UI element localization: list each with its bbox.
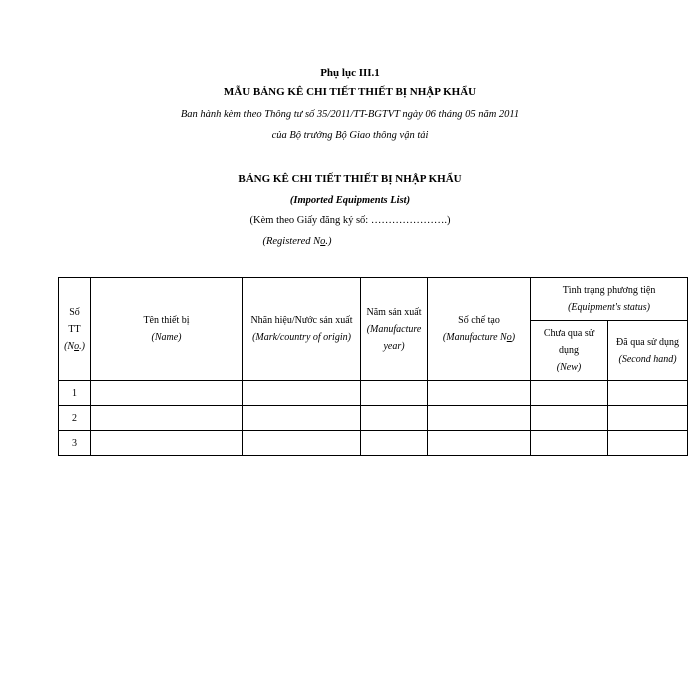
header-status-vi: Tình trạng phương tiện: [562, 285, 656, 296]
header-no-vi-1: Số: [69, 306, 80, 318]
year-cell[interactable]: [361, 431, 428, 456]
year-cell[interactable]: [361, 381, 428, 406]
header-serial-en-o: o: [506, 332, 512, 343]
header-no-en-o: o: [74, 340, 80, 352]
mark-cell[interactable]: [243, 431, 361, 456]
header-used-vi: Đã qua sử dụng: [616, 336, 679, 348]
table-row: [59, 406, 688, 431]
header-cell-name: [91, 278, 243, 381]
registered-suffix: .): [325, 236, 332, 247]
used-cell[interactable]: [608, 406, 688, 431]
new-cell[interactable]: [531, 406, 608, 431]
header-used-en: (Second hand): [618, 353, 677, 365]
attached-registration-line: (Kèm theo Giấy đăng ký số: ………………….): [249, 215, 451, 226]
issued-by-line: Ban hành kèm theo Thông tư số 35/2011/TT-BGTVT ngày 06 tháng 05 năm 2011: [180, 109, 520, 120]
header-new-en: (New): [556, 362, 582, 373]
header-name-en: (Name): [151, 332, 182, 343]
header-new-vi: Chưa qua sử dụng: [543, 328, 595, 356]
new-cell[interactable]: [531, 381, 608, 406]
form-title: MẪU BẢNG KÊ CHI TIẾT THIẾT BỊ NHẬP KHẨU: [223, 86, 477, 98]
name-cell[interactable]: [91, 431, 243, 456]
ministry-line: của Bộ trưởng Bộ Giao thông vận tải: [271, 130, 429, 141]
header-cell-used: [608, 321, 688, 381]
registered-prefix: (Registered N: [262, 236, 321, 247]
mark-cell[interactable]: [243, 381, 361, 406]
table-row: [59, 381, 688, 406]
table-header-row: [59, 278, 688, 321]
header-cell-new: [531, 321, 608, 381]
list-title: BẢNG KÊ CHI TIẾT THIẾT BỊ NHẬP KHẨU: [238, 173, 462, 185]
used-cell[interactable]: [608, 381, 688, 406]
header-status-en: (Equipment's status): [568, 302, 650, 313]
registered-o: o: [320, 236, 326, 247]
year-cell[interactable]: [361, 406, 428, 431]
row-number-cell: 3: [59, 431, 91, 456]
header-no-en: [62, 338, 87, 355]
header-serial-en: [431, 329, 527, 346]
serial-cell[interactable]: [428, 406, 531, 431]
header-mark-vi: Nhãn hiệu/Nước sản xuất: [250, 315, 353, 326]
header-year-vi: Năm sản xuất: [366, 306, 422, 318]
header-cell-serial: [428, 278, 531, 381]
header-serial-en-prefix: (Manufacture N: [442, 332, 507, 343]
name-cell[interactable]: [91, 381, 243, 406]
header-no-en-prefix: (N: [64, 340, 75, 352]
header-cell-year: [361, 278, 428, 381]
name-cell[interactable]: [91, 406, 243, 431]
appendix-label: Phụ lục III.1: [320, 67, 380, 79]
table-row: [59, 431, 688, 456]
header-name-vi: Tên thiết bị: [143, 315, 190, 326]
serial-cell[interactable]: [428, 431, 531, 456]
used-cell[interactable]: [608, 431, 688, 456]
header-cell-no: [59, 278, 91, 381]
header-cell-mark: [243, 278, 361, 381]
header-serial-vi: Số chế tạo: [458, 315, 500, 326]
equipment-table: [58, 277, 688, 456]
list-title-en: (Imported Equipments List): [289, 195, 411, 206]
header-no-en-suffix: .): [79, 340, 85, 352]
mark-cell[interactable]: [243, 406, 361, 431]
header-mark-en: (Mark/country of origin): [252, 332, 351, 343]
header-no-vi-2: TT: [68, 323, 81, 335]
row-number-cell: 2: [59, 406, 91, 431]
header-year-en: (Manufacture year): [366, 323, 422, 352]
serial-cell[interactable]: [428, 381, 531, 406]
header-cell-status: [531, 278, 688, 321]
row-number-cell: 1: [59, 381, 91, 406]
new-cell[interactable]: [531, 431, 608, 456]
registered-number-line: [0, 236, 647, 247]
header-serial-en-suffix: ): [511, 332, 516, 343]
